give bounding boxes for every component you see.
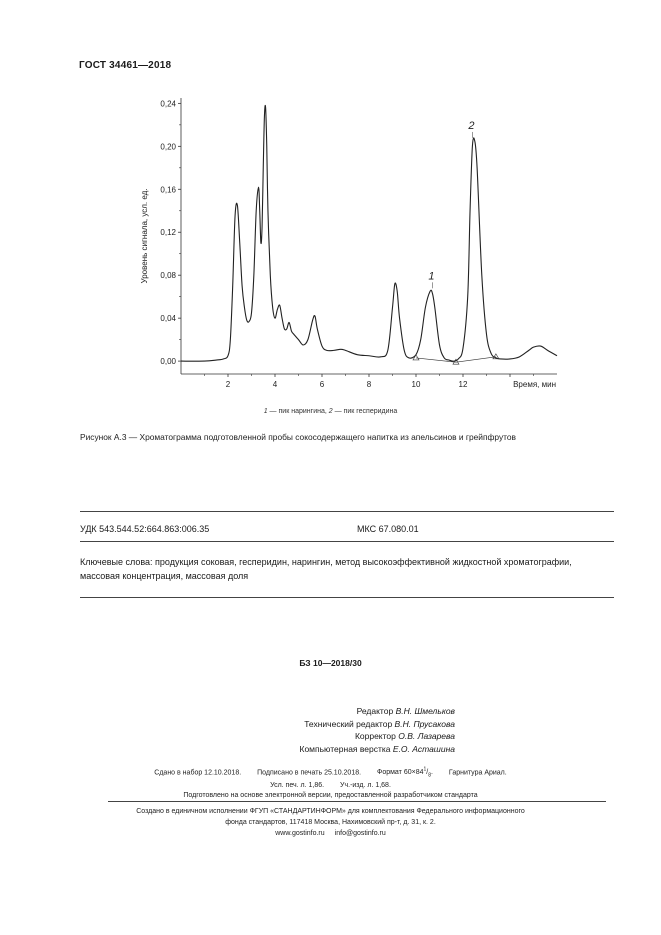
credit-layout-label: Компьютерная верстка bbox=[299, 743, 391, 754]
print-info-line3: Подготовлено на основе электронной версии, предоставленной разработчиком стандарта bbox=[183, 791, 478, 799]
print-pub-sheets: Уч.-изд. л. 1,68. bbox=[340, 781, 391, 789]
x-tick-label: 6 bbox=[319, 380, 325, 389]
print-format-num: 1 bbox=[423, 767, 427, 773]
divider-middle bbox=[80, 541, 614, 542]
chart-axes bbox=[160, 98, 557, 389]
print-format: Формат $60\times 84^1/_8$. bbox=[377, 767, 433, 779]
print-font: Гарнитура Ариал. bbox=[448, 769, 507, 777]
x-axis-title: Время, мин bbox=[513, 380, 556, 389]
keywords: Ключевые слова: продукция соковая, гесперидин, нарингин, метод высокоэффективной жидкостной хроматографии, массовая концентрация, массовая доля bbox=[80, 557, 572, 581]
credits-block bbox=[180, 705, 455, 755]
legend-text-1: — пик нарингина, bbox=[267, 408, 329, 415]
publisher-line2: фонда стандартов, 117418 Москва, Нахимовский пр-т, д. 31, к. 2. bbox=[225, 819, 436, 826]
legend-text-2: — пик гесперидина bbox=[332, 408, 398, 415]
credit-layout bbox=[180, 743, 455, 756]
print-format-den: 8 bbox=[428, 772, 432, 779]
print-signed: Подписано в печать 25.10.2018. bbox=[257, 769, 362, 777]
credit-layout-name: Е.О. Асташина bbox=[392, 743, 455, 754]
chart-labels bbox=[140, 120, 556, 389]
y-tick-label: 0,12 bbox=[160, 228, 176, 238]
bz-number: БЗ 10—2018/30 bbox=[299, 658, 362, 668]
x-tick-label: 12 bbox=[458, 380, 468, 389]
credit-editor-name: В.Н. Шмельков bbox=[395, 706, 455, 716]
chromatogram-chart bbox=[0, 0, 661, 400]
credit-tech-editor-label: Технический редактор bbox=[304, 718, 393, 729]
mks-code: МКС 67.080.01 bbox=[357, 524, 419, 534]
credit-corrector-label: Корректор bbox=[354, 731, 396, 741]
print-info-line2 bbox=[0, 781, 661, 791]
legend-number-1: 1 bbox=[263, 408, 268, 415]
credit-tech-editor bbox=[180, 718, 455, 731]
y-tick-label: 0,08 bbox=[160, 271, 176, 281]
standard-header: ГОСТ 34461—2018 bbox=[79, 60, 172, 71]
figure-caption: Рисунок А.3 — Хроматограмма подготовленной пробы сокосодержащего напитка из апельсинов и грейпфрутов bbox=[80, 432, 516, 442]
print-sheets: Усл. печ. л. 1,86. bbox=[270, 781, 325, 789]
divider-top bbox=[80, 511, 614, 512]
y-tick-label: 0,24 bbox=[160, 99, 176, 109]
divider-bottom bbox=[80, 597, 614, 598]
credit-corrector-name: О.В. Лазарева bbox=[398, 731, 455, 741]
print-format-prefix: Формат 60×84 bbox=[377, 769, 424, 777]
publisher-email[interactable]: info@gostinfo.ru bbox=[334, 830, 386, 837]
print-info bbox=[0, 765, 661, 801]
figure-legend bbox=[0, 408, 661, 415]
y-tick-label: 0,04 bbox=[160, 314, 176, 324]
x-tick-label: 2 bbox=[225, 380, 231, 389]
integration-baseline bbox=[456, 357, 496, 362]
publisher-site[interactable]: www.gostinfo.ru bbox=[275, 830, 325, 837]
udk-code: УДК 543.544.52:664.863:006.35 bbox=[80, 524, 210, 534]
credit-tech-editor-name: В.Н. Прусакова bbox=[394, 718, 455, 729]
peak-label-1: 1 bbox=[428, 270, 435, 283]
series-line-chromatogram bbox=[181, 105, 557, 361]
chart-series bbox=[181, 105, 557, 364]
credit-editor-label: Редактор bbox=[356, 706, 394, 716]
publisher-contacts bbox=[0, 828, 661, 839]
print-info-line1 bbox=[0, 765, 661, 781]
divider-publisher bbox=[108, 801, 606, 802]
y-tick-label: 0,16 bbox=[160, 185, 176, 195]
x-tick-label: 8 bbox=[366, 380, 372, 389]
publisher-line1: Создано в единичном исполнении ФГУП «СТАНДАРТИНФОРМ» для комплектования Федерального информационного bbox=[136, 808, 525, 815]
credit-editor bbox=[180, 705, 455, 718]
x-tick-label: 10 bbox=[411, 380, 421, 389]
x-tick-label: 4 bbox=[272, 380, 278, 389]
peak-label-2: 2 bbox=[468, 119, 475, 132]
legend-number-2: 2 bbox=[328, 408, 333, 415]
y-tick-label: 0,20 bbox=[160, 142, 176, 152]
y-axis-title: Уровень сигнала, усл. ед. bbox=[140, 188, 149, 284]
print-submitted: Сдано в набор 12.10.2018. bbox=[154, 769, 242, 777]
credit-corrector bbox=[180, 730, 455, 743]
y-tick-label: 0,00 bbox=[160, 357, 176, 367]
publisher-block bbox=[0, 806, 661, 839]
